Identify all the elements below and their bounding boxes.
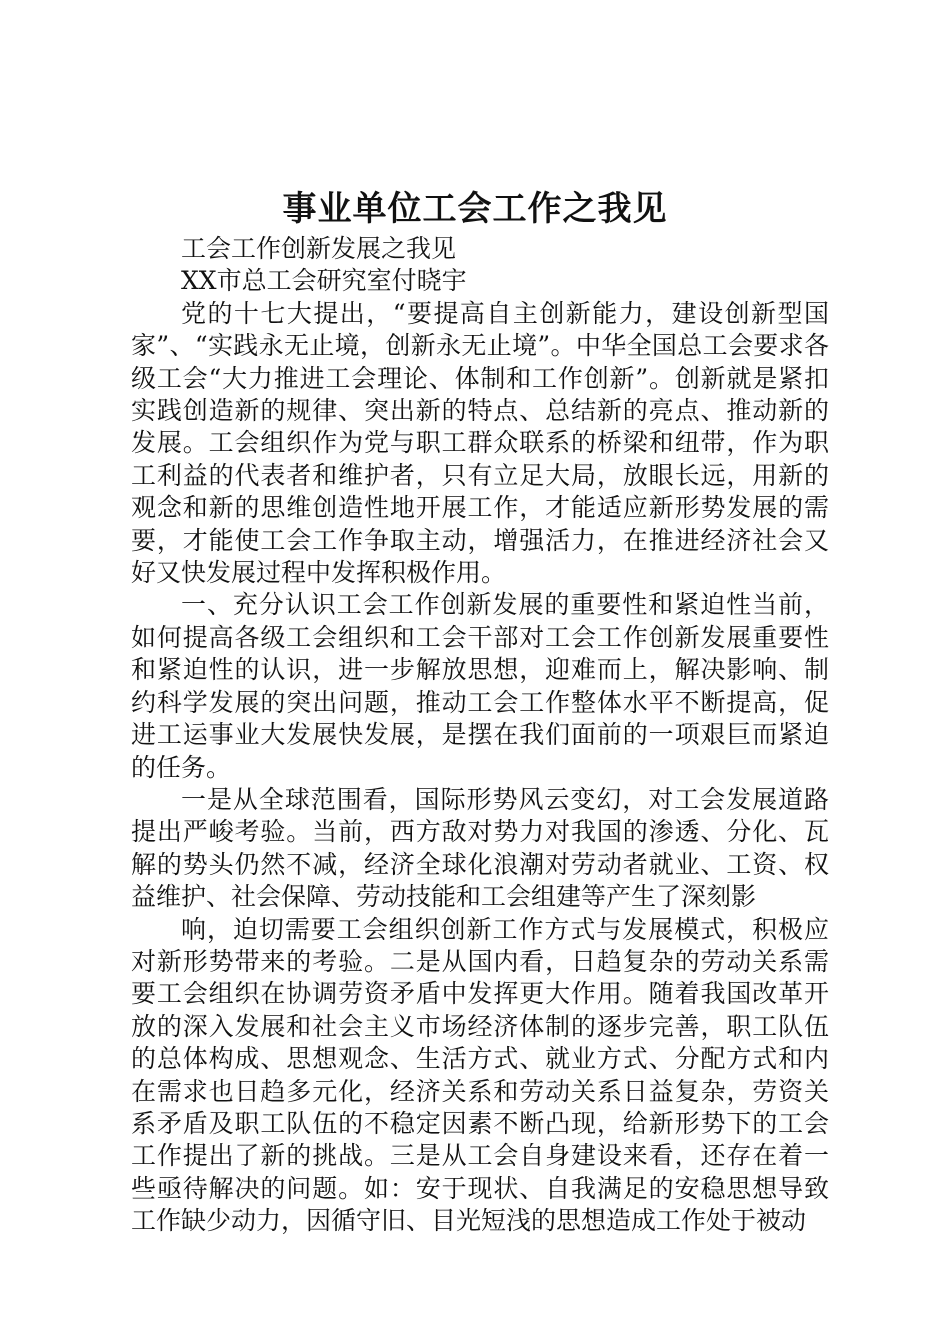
document-body [131,233,829,1238]
author-line: XX市总工会研究室付晓宇 [181,266,467,296]
document-title: 事业单位工会工作之我见 [282,189,668,229]
body-paragraph: 一、充分认识工会工作创新发展的重要性和紧迫性当前，如何提高各级工会组织和工会干部对工会工作创新发展重要性和紧迫性的认识，进一步解放思想，迎难而上，解决影响、制约科学发展的突出问题，推动工会工作整体水平不断提高，促进工运事业大发展快发展，是摆在我们面前的一项艰巨而紧迫的任务。 [131,590,829,782]
body-paragraph: 一是从全球范围看，国际形势风云变幻，对工会发展道路提出严峻考验。当前，西方敌对势力对我国的渗透、分化、瓦解的势头仍然不减，经济全球化浪潮对劳动者就业、工资、权益维护、社会保障、劳动技能和工会组建等产生了深刻影 [131,784,829,912]
body-paragraph: 响，迫切需要工会组织创新工作方式与发展模式，积极应对新形势带来的考验。二是从国内看，日趋复杂的劳动关系需要工会组织在协调劳资矛盾中发挥更大作用。随着我国改革开放的深入发展和社会主义市场经济体制的逐步完善，职工队伍的总体构成、思想观念、生活方式、就业方式、分配方式和内在需求也日趋多元化，经济关系和劳动关系日益复杂，劳资关系矛盾及职工队伍的不稳定因素不断凸现，给新形势下的工会工作提出了新的挑战。三是从工会自身建设来看，还存在着一些亟待解决的问题。如：安于现状、自我满足的安稳思想导致工作缺少动力，因循守旧、目光短浅的思想造成工作处于被动 [131,914,829,1236]
subtitle-paragraph: 工会工作创新发展之我见 [181,234,457,263]
body-paragraph: 党的十七大提出，“要提高自主创新能力，建设创新型国家”、“实践永无止境，创新永无止境”。中华全国总工会要求各级工会“大力推进工会理论、体制和工作创新”。创新就是紧扣实践创造新的规律、突出新的特点、总结新的亮点、推动新的发展。工会组织作为党与职工群众联系的桥梁和纽带，作为职工利益的代表者和维护者，只有立足大局，放眼长远，用新的观念和新的思维创造性地开展工作，才能适应新形势发展的需要，才能使工会工作争取主动，增强活力，在推进经济社会又好又快发展过程中发挥积极作用。 [131,298,829,588]
